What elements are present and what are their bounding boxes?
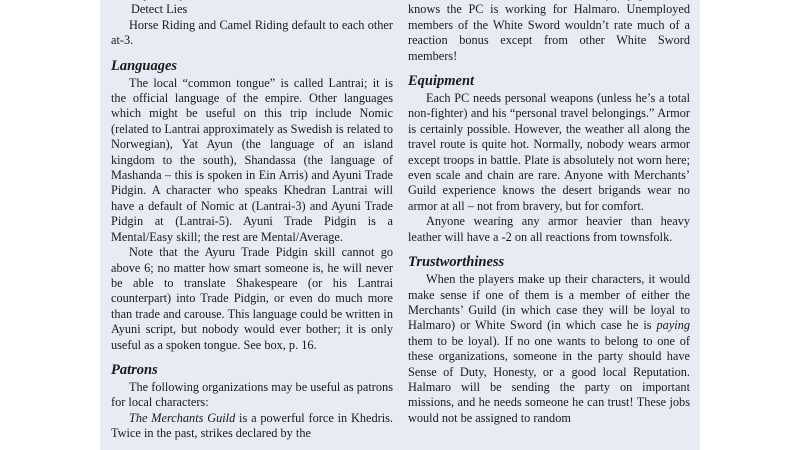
patrons-paragraph-2 bbox=[111, 411, 393, 442]
book-page bbox=[100, 0, 700, 450]
patrons-heading: Patrons bbox=[111, 361, 158, 378]
trust-text-emphasis: paying bbox=[656, 318, 690, 333]
languages-paragraph-2: Note that the Ayuru Trade Pidgin skill cannot go above 6; no matter how smart someone is, he will never be able to translate Shakespeare (or his Lantrai counterpart) into Trade Pidgin, or even do much more than trade and carouse. This language could be written in Ayuni script, but nobody would ever bother; it is only useful as a spoken tongue. See box, p. 16. bbox=[111, 245, 393, 352]
skills-note: Horse Riding and Camel Riding default to each other at-3. bbox=[111, 17, 393, 48]
languages-heading: Languages bbox=[111, 57, 178, 74]
trustworthiness-paragraph bbox=[408, 272, 690, 426]
right-column bbox=[408, 0, 690, 426]
skill-fast-talk bbox=[253, 0, 299, 2]
left-column bbox=[111, 0, 393, 442]
trustworthiness-heading: Trustworthiness bbox=[408, 254, 505, 271]
white-sword-continuation: knows the PC is working for Halmaro. Unemployed members of the White Sword wouldn’t rate much of a reaction bonus except from other White Sword members! bbox=[408, 2, 690, 63]
equipment-paragraph-1: Each PC needs personal weapons (unless he’s a total non-fighter) and his “personal travel belongings.” Armor is certainly possible. However, the weather all along the travel route is quite hot. Normally, nobody wears armor except troops in battle. Plate is absolutely not worn here; even scale and chain are rare. Anyone with Merchants’ Guild experience knows the desert brigands wear no armor at all – not from bravery, but for comfort. bbox=[408, 91, 690, 213]
patrons-paragraph-1: The following organizations may be useful as patrons for local characters: bbox=[111, 379, 393, 410]
languages-paragraph-1: The local “common tongue” is called Lantrai; it is the official language of the empire. Other languages which might be useful on this trip include Nomic (related to Lantrai approximately as Swedish is related to Norwegian), Yat Ayun (the language of an island kingdom to the south), Shandassa (the language of Mashanda – this is spoken in Ein Arris) and Ayuni Trade Pidgin. A character who speaks Khedran Lantrai will have a default of Nomic at (Lantrai-3) and Ayuni Trade Pidgin at (Lantrai-5). Ayuni Trade Pidgin is a Mental/Easy skill; the rest are Mental/Average. bbox=[111, 75, 393, 244]
merchants-guild-title: The Merchants Guild bbox=[129, 410, 236, 425]
trust-text-b: them to be loyal). If no one wants to belong to one of these organizations, someone in the party should have Sense of Duty, Honesty, or a good local Reputation. Halmaro will be sending the party on important missions, and he needs someone he can trust! These jobs would not be assigned to random bbox=[408, 333, 690, 425]
merchants-guild-text: is a powerful force in Khedris. Twice in the past, strikes declared by the bbox=[111, 410, 393, 441]
equipment-heading: Equipment bbox=[408, 73, 475, 90]
equipment-paragraph-2: Anyone wearing any armor heavier than heavy leather will have a -2 on all reactions from townsfolk. bbox=[408, 214, 690, 244]
trust-text-a: When the players make up their characters, it would make sense if one of them is a member of either the Merchants’ Guild (in which case they will be loyal to Halmaro) or White Sword (in which case he is bbox=[408, 272, 690, 333]
skill-detect-lies: Detect Lies bbox=[131, 2, 188, 17]
